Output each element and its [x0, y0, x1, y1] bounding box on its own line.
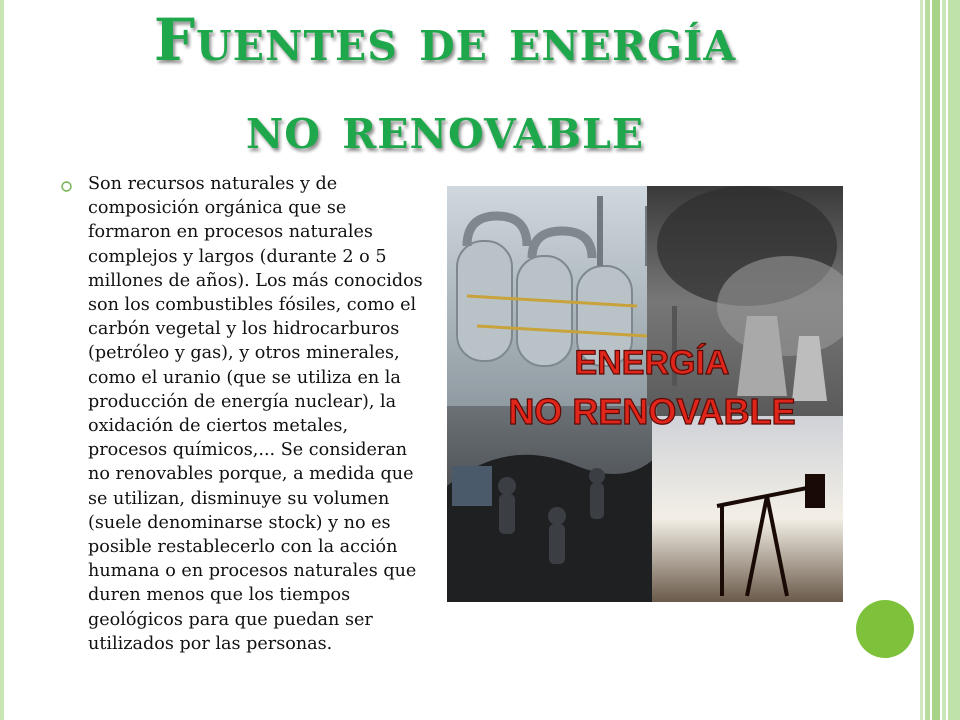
border-stripe [932, 0, 940, 720]
image-caption-line2: NO RENOVABLE [508, 391, 796, 432]
border-stripe [948, 0, 960, 720]
border-stripe [920, 0, 923, 720]
image-caption-line1: ENERGÍA [574, 344, 730, 382]
bullet-circle-icon [60, 180, 73, 193]
slide-body-text: Son recursos naturales y de composición orgánica que se formaron en procesos naturales complejos y largos (durante 2 o 5 millones de años). Los más conocidos son los combustibles fósiles, como el carbón vegetal y los hidrocarburos (petróleo y gas), y otros minerales, como el uranio (que se utiliza en la producción de energía nuclear), la oxidación de ciertos metales, procesos químicos,... Se consideran no renovables porque, a medida que se utilizan, disminuye su volumen (suele denominarse stock) y no es posible restablecerlo con la acción humana o en procesos naturales que duren menos que los tiempos geológicos para que puedan ser utilizados por las personas. [88, 174, 423, 654]
border-stripe [925, 0, 930, 720]
slide-title-line1: Fuentes de energía [153, 6, 737, 74]
border-stripe [942, 0, 946, 720]
slide-title-line2: no renovable [245, 94, 645, 162]
decorative-green-circle [856, 600, 914, 658]
non-renewable-energy-collage-image [447, 186, 843, 602]
